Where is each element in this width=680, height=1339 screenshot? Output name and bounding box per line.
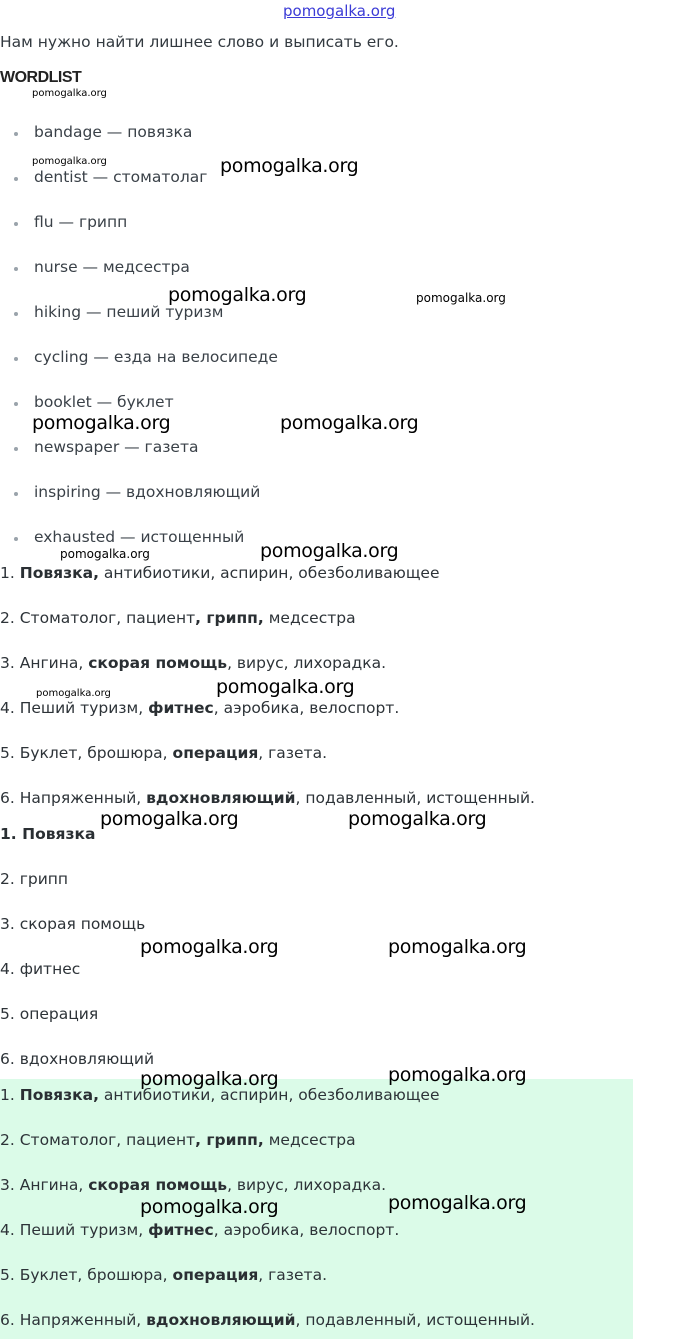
wordlist-item	[14, 168, 207, 190]
watermark: pomogalka.org	[388, 1064, 527, 1086]
question-row: 6. Напряженный, вдохновляющий, подавленный, истощенный.	[0, 1311, 535, 1329]
question-row: 3. Ангина, скорая помощь, вирус, лихорадка.	[0, 654, 386, 672]
question-row: 6. Напряженный, вдохновляющий, подавленный, истощенный.	[0, 789, 535, 807]
wordlist-item	[14, 123, 192, 145]
header-site-link[interactable]: pomogalka.org	[283, 2, 396, 20]
wordlist-heading: WORDLIST	[0, 69, 82, 86]
question-row: 4. Пеший туризм, фитнес, аэробика, велоспорт.	[0, 699, 400, 717]
watermark: pomogalka.org	[32, 412, 171, 434]
wordlist-item-text: cycling — езда на велосипеде	[34, 348, 278, 366]
wordlist-item-text: bandage — повязка	[34, 123, 193, 141]
watermark: pomogalka.org	[60, 547, 150, 561]
wordlist-item	[14, 393, 174, 415]
bullet-icon	[14, 402, 18, 406]
watermark: pomogalka.org	[140, 936, 279, 958]
wordlist-item-text: inspiring — вдохновляющий	[34, 483, 261, 501]
wordlist-item	[14, 483, 260, 505]
answer-row: 6. вдохновляющий	[0, 1050, 155, 1068]
bullet-icon	[14, 312, 18, 316]
watermark: pomogalka.org	[100, 808, 239, 830]
wordlist-item-text: exhausted — истощенный	[34, 528, 245, 546]
watermark: pomogalka.org	[32, 88, 107, 99]
wordlist-item	[14, 348, 278, 370]
watermark: pomogalka.org	[140, 1196, 279, 1218]
answer-row: 1. Повязка	[0, 825, 96, 843]
question-row: 2. Стоматолог, пациент, грипп, медсестра	[0, 1131, 356, 1149]
question-row: 5. Буклет, брошюра, операция, газета.	[0, 744, 328, 762]
bullet-icon	[14, 132, 18, 136]
wordlist-item-text: hiking — пеший туризм	[34, 303, 224, 321]
wordlist-item-text: newspaper — газета	[34, 438, 199, 456]
highlight-box	[0, 1079, 633, 1339]
wordlist-item-text: flu — грипп	[34, 213, 128, 231]
wordlist-item-text: dentist — стоматолаг	[34, 168, 208, 186]
wordlist-item	[14, 213, 127, 235]
wordlist-item	[14, 438, 199, 460]
bullet-icon	[14, 177, 18, 181]
question-row: 1. Повязка, антибиотики, аспирин, обезболивающее	[0, 1086, 440, 1104]
watermark: pomogalka.org	[216, 676, 355, 698]
answer-row: 4. фитнес	[0, 960, 81, 978]
answer-row: 5. операция	[0, 1005, 99, 1023]
wordlist-item-text: booklet — буклет	[34, 393, 174, 411]
question-row: 4. Пеший туризм, фитнес, аэробика, велоспорт.	[0, 1221, 400, 1239]
watermark: pomogalka.org	[280, 412, 419, 434]
question-row: 3. Ангина, скорая помощь, вирус, лихорадка.	[0, 1176, 386, 1194]
question-row: 2. Стоматолог, пациент, грипп, медсестра	[0, 609, 356, 627]
wordlist-item	[14, 303, 223, 325]
answer-row: 2. грипп	[0, 870, 69, 888]
watermark: pomogalka.org	[220, 155, 359, 177]
watermark: pomogalka.org	[416, 291, 506, 305]
bullet-icon	[14, 267, 18, 271]
bullet-icon	[14, 357, 18, 361]
watermark: pomogalka.org	[168, 284, 307, 306]
watermark: pomogalka.org	[388, 1192, 527, 1214]
answer-row: 3. скорая помощь	[0, 915, 146, 933]
wordlist-item-text: nurse — медсестра	[34, 258, 190, 276]
bullet-icon	[14, 537, 18, 541]
watermark: pomogalka.org	[260, 540, 399, 562]
watermark: pomogalka.org	[348, 808, 487, 830]
wordlist-item	[14, 528, 244, 550]
bullet-icon	[14, 447, 18, 451]
intro-text: Нам нужно найти лишнее слово и выписать его.	[0, 33, 399, 51]
bullet-icon	[14, 222, 18, 226]
watermark: pomogalka.org	[32, 156, 107, 167]
bullet-icon	[14, 492, 18, 496]
watermark: pomogalka.org	[140, 1068, 279, 1090]
watermark: pomogalka.org	[36, 688, 111, 699]
wordlist-item	[14, 258, 190, 280]
question-row: 1. Повязка, антибиотики, аспирин, обезболивающее	[0, 564, 440, 582]
watermark: pomogalka.org	[388, 936, 527, 958]
question-row: 5. Буклет, брошюра, операция, газета.	[0, 1266, 328, 1284]
